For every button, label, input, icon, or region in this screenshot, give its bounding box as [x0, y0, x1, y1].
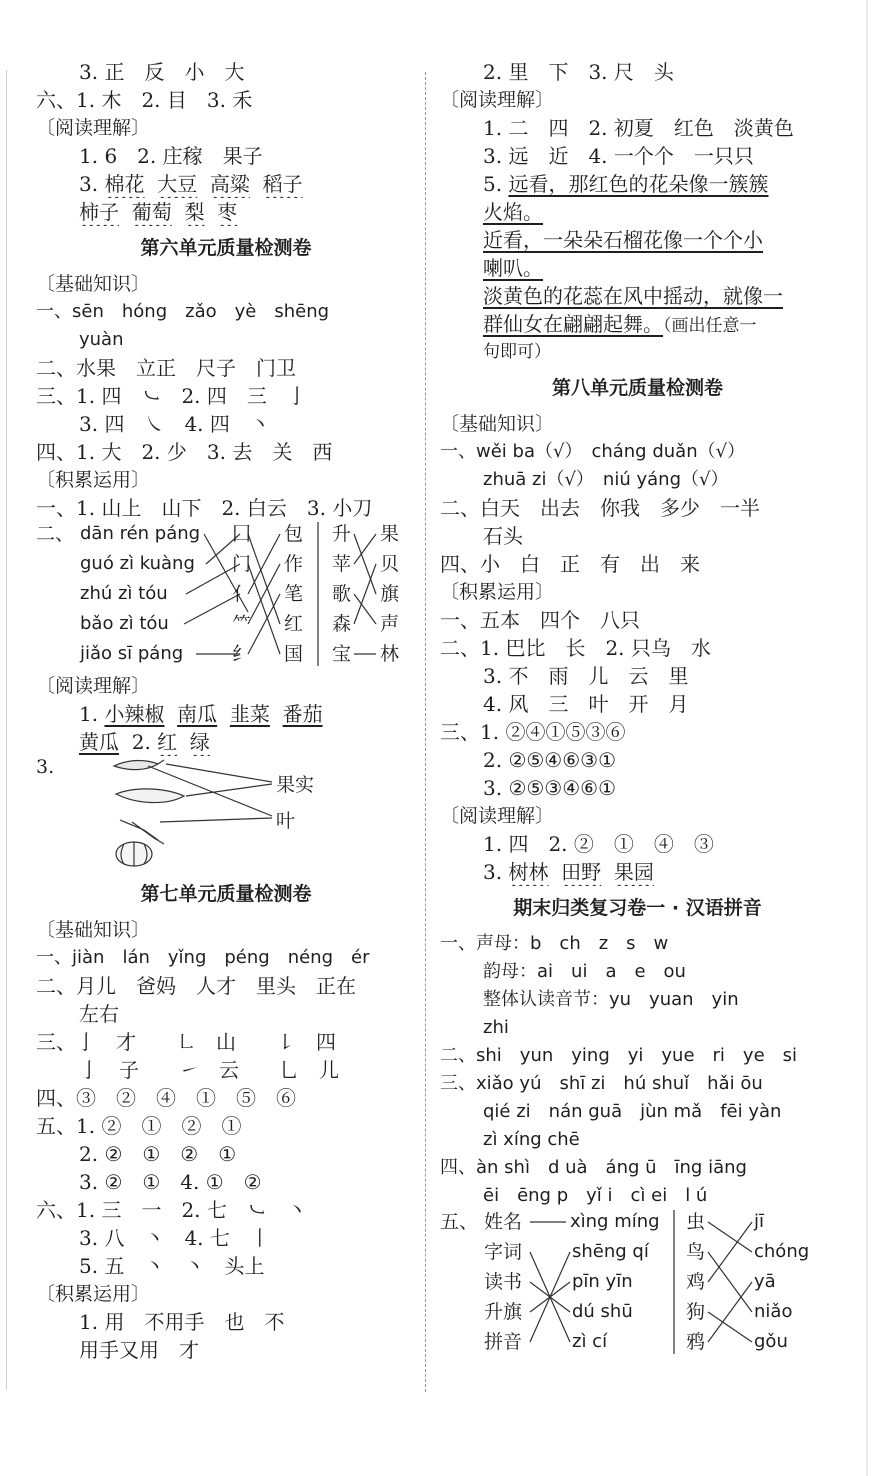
answer-line: 3. ② ① 4. ① ②	[79, 1170, 262, 1194]
column-divider	[425, 72, 426, 1392]
answer-line: 1. 小辣椒 南瓜 韭菜 番茄	[79, 702, 323, 726]
unit7-title: 第七单元质量检测卷	[140, 883, 312, 905]
answer-line: qié zi nán guā jùn mǎ fēi yàn	[483, 1101, 782, 1122]
match-char: 包	[284, 523, 304, 545]
left-column	[36, 58, 416, 1364]
match-char: 红	[284, 613, 304, 635]
match-left-item: dān rén páng	[80, 523, 201, 544]
section-heading: 〔阅读理解〕	[36, 117, 151, 139]
answer-line: 二、1. 巴比 长 2. 只乌 水	[440, 636, 711, 660]
match-word: 升旗	[484, 1301, 523, 1323]
answer-line: 5. 五 丶 丶 头上	[79, 1254, 265, 1278]
answer-line: 1. 四 2. ② ① ④ ③	[483, 832, 714, 856]
match-word: 姓名	[484, 1211, 523, 1233]
match-left-item: guó zì kuàng	[80, 553, 195, 574]
match-pinyin: zì cí	[572, 1331, 608, 1352]
page-binding-edge	[6, 70, 7, 1390]
match-pinyin: niǎo	[754, 1301, 793, 1322]
answer-line: 一、jiàn lán yǐng péng néng ér	[36, 947, 370, 968]
answer-line: 3. 棉花 大豆 高粱 稻子	[79, 172, 303, 196]
unit8-title: 第八单元质量检测卷	[551, 377, 723, 399]
right-column	[440, 58, 835, 1360]
answer-line: 黄瓜 2. 红 绿	[79, 730, 210, 754]
answer-line: 三、亅 才 ㇗ 山 ㇙ 四	[36, 1030, 336, 1054]
answer-line: 3. 正 反 小 大	[79, 60, 245, 84]
answer-line: 四、àn shì d uà áng ū īng iāng	[440, 1157, 747, 1178]
match-char: 国	[284, 643, 304, 665]
match-left-item: zhú zì tóu	[80, 583, 168, 604]
vegetable-picture-matching: 3. 果实 叶	[36, 756, 416, 872]
match-pinyin: xìng míng	[570, 1211, 660, 1232]
section-heading: 〔积累运用〕	[36, 469, 151, 491]
picture-label: 果实	[276, 774, 315, 796]
match-word: 鸡	[686, 1271, 706, 1293]
match-char: 苹	[332, 553, 352, 575]
answer-line: 左右	[79, 1002, 119, 1026]
match-word: 虫	[686, 1211, 706, 1233]
answer-line: 2. 里 下 3. 尺 头	[483, 60, 674, 84]
answer-line: 三、1. ②④①⑤③⑥	[440, 720, 626, 744]
answer-line: 二、月儿 爸妈 人才 里头 正在	[36, 974, 356, 998]
match-pinyin: jī	[754, 1211, 765, 1232]
match-char: 笔	[284, 583, 304, 605]
match-char: 果	[380, 523, 400, 545]
section-heading: 〔基础知识〕	[440, 413, 555, 435]
answer-line: 五、1. ② ① ② ①	[36, 1114, 242, 1138]
answer-line: 一、1. 山上 山下 2. 白云 3. 小刀	[36, 496, 373, 520]
answer-line: 2. ② ① ② ①	[79, 1142, 237, 1166]
section-heading: 〔阅读理解〕	[440, 805, 555, 827]
answer-line: 用手又用 才	[79, 1338, 199, 1362]
answer-line: 3. ②⑤③④⑥①	[483, 776, 617, 800]
answer-line: zhi	[483, 1017, 509, 1038]
section-heading: 〔基础知识〕	[36, 919, 151, 941]
answer-line: 1. 用 不用手 也 不	[79, 1310, 285, 1334]
match-word: 鸟	[686, 1241, 706, 1263]
answer-line: 淡黄色的花蕊在风中摇动，就像一	[483, 284, 783, 308]
section-heading: 〔积累运用〕	[36, 1283, 151, 1305]
section-heading: 〔阅读理解〕	[36, 675, 151, 697]
answer-line: 六、1. 三 一 2. 七 ㇃ 丶	[36, 1198, 307, 1222]
pepper-drawing	[114, 761, 158, 770]
match-pinyin: yā	[754, 1271, 776, 1292]
answer-line: 二、水果 立正 尺子 门卫	[36, 356, 296, 380]
answer-line: 喇叭。	[483, 256, 543, 280]
answer-line: 4. 风 三 叶 开 月	[483, 692, 689, 716]
match-char: 旗	[380, 583, 400, 605]
match-word: 鸦	[686, 1331, 706, 1353]
match-word: 拼音	[484, 1331, 523, 1353]
unit6-title: 第六单元质量检测卷	[140, 237, 312, 259]
answer-line: 3. 远 近 4. 一个个 一只只	[483, 144, 754, 168]
match-radical: 囗	[232, 523, 252, 545]
section-heading: 〔积累运用〕	[440, 581, 555, 603]
match-pinyin: chóng	[754, 1241, 810, 1262]
match-char: 歌	[332, 583, 352, 605]
match-pinyin: gǒu	[754, 1331, 788, 1352]
final-review-title: 期末归类复习卷一 · 汉语拼音	[513, 897, 762, 919]
answer-line: 1. 二 四 2. 初夏 红色 淡黄色	[483, 116, 794, 140]
answer-line: zhuā zi（√） niú yáng（√）	[483, 469, 729, 490]
answer-line: 亅 子 ㇀ 云 乚 儿	[79, 1058, 339, 1082]
match-char: 宝	[332, 643, 352, 665]
answer-line: 群仙女在翩翩起舞。（画出任意一	[483, 312, 757, 336]
match-left-item: bǎo zì tóu	[80, 613, 169, 634]
match-char: 林	[380, 643, 400, 665]
answer-line: 1. 6 2. 庄稼 果子	[79, 144, 263, 168]
match-word: 狗	[686, 1301, 706, 1323]
answer-line: 句即可）	[483, 342, 551, 362]
match-char: 贝	[380, 553, 400, 575]
radical-matching-exercise: 二、 dān rén páng guó zì kuàng zhú zì tóu bǎo zì tóu jiǎo sī páng 囗 门 亻 ⺮ 纟 包 作 笔 红 国 升 苹 歌 森 宝 果 贝 旗 声 林	[36, 522, 416, 672]
answer-line: 5. 远看，那红色的花朵像一簇簇	[483, 172, 769, 196]
match-radical: 纟	[232, 643, 252, 665]
answer-line: 一、五本 四个 八只	[440, 608, 640, 632]
vegetable-drawings	[36, 756, 416, 872]
answer-line: 2. ②⑤④⑥③①	[483, 748, 617, 772]
section-heading: 〔阅读理解〕	[440, 89, 555, 111]
match-pinyin: pīn yīn	[572, 1271, 633, 1292]
answer-line: 三、xiǎo yú shī zi hú shuǐ hǎi ōu	[440, 1073, 763, 1094]
pinyin-matching-exercise: 五、 姓名 字词 读书 升旗 拼音 xìng míng shēng qí pīn yīn dú shū zì cí 虫 鸟 鸡 狗 鸦 jī chóng yā niǎo gǒu	[440, 1210, 835, 1360]
page-right-edge	[866, 0, 868, 1476]
match-char: 升	[332, 523, 352, 545]
answer-line: 近看，一朵朵石榴花像一个个小	[483, 228, 763, 252]
answer-line: 四、③ ② ④ ① ⑤ ⑥	[36, 1086, 296, 1110]
answer-line: 一、wěi ba（√） cháng duǎn（√）	[440, 441, 746, 462]
answer-line: 3. 八 丶 4. 七 丨	[79, 1226, 270, 1250]
match-char: 声	[380, 613, 400, 635]
answer-line: 四、1. 大 2. 少 3. 去 关 西	[36, 440, 333, 464]
match-word: 字词	[484, 1241, 523, 1263]
answer-line: 3. 四 ㇏ 4. 四 丶	[79, 412, 270, 436]
picture-label: 叶	[276, 810, 296, 832]
cucumber-drawing	[116, 789, 184, 803]
match-radical: 门	[232, 553, 252, 575]
answer-line: ēi ēng p yǐ i cì ei l ú	[483, 1185, 708, 1206]
answer-line: 火焰。	[483, 200, 543, 224]
answer-line: 一、声母：b ch z s w	[440, 933, 669, 954]
answer-line: 整体认读音节：yu yuan yin	[483, 989, 739, 1010]
match-left-item: jiǎo sī páng	[80, 643, 184, 664]
answer-line: 石头	[483, 524, 523, 548]
match-char: 作	[284, 553, 304, 575]
answer-line: 柿子 葡萄 梨 枣	[79, 200, 238, 224]
match-word: 读书	[484, 1271, 523, 1293]
answer-line: zì xíng chē	[483, 1129, 580, 1150]
answer-line: 韵母：ai ui a e ou	[483, 961, 686, 982]
answer-line: 三、1. 四 ㇃ 2. 四 三 亅	[36, 384, 307, 408]
answer-line: 六、1. 木 2. 目 3. 禾	[36, 88, 253, 112]
match-pinyin: shēng qí	[572, 1241, 649, 1262]
answer-line: 3. 树林 田野 果园	[483, 860, 654, 884]
match-radical: ⺮	[232, 613, 252, 635]
answer-line: yuàn	[79, 329, 124, 350]
match-pinyin: dú shū	[572, 1301, 633, 1322]
answer-line: 二、白天 出去 你我 多少 一半	[440, 496, 760, 520]
section-heading: 〔基础知识〕	[36, 273, 151, 295]
answer-line: 四、小 白 正 有 出 来	[440, 552, 700, 576]
answer-line: 二、shi yun ying yi yue ri ye si	[440, 1045, 798, 1066]
match-radical: 亻	[232, 583, 252, 605]
answer-line: 一、sēn hóng zǎo yè shēng	[36, 301, 330, 322]
match-char: 森	[332, 613, 352, 635]
answer-line: 3. 不 雨 儿 云 里	[483, 664, 689, 688]
